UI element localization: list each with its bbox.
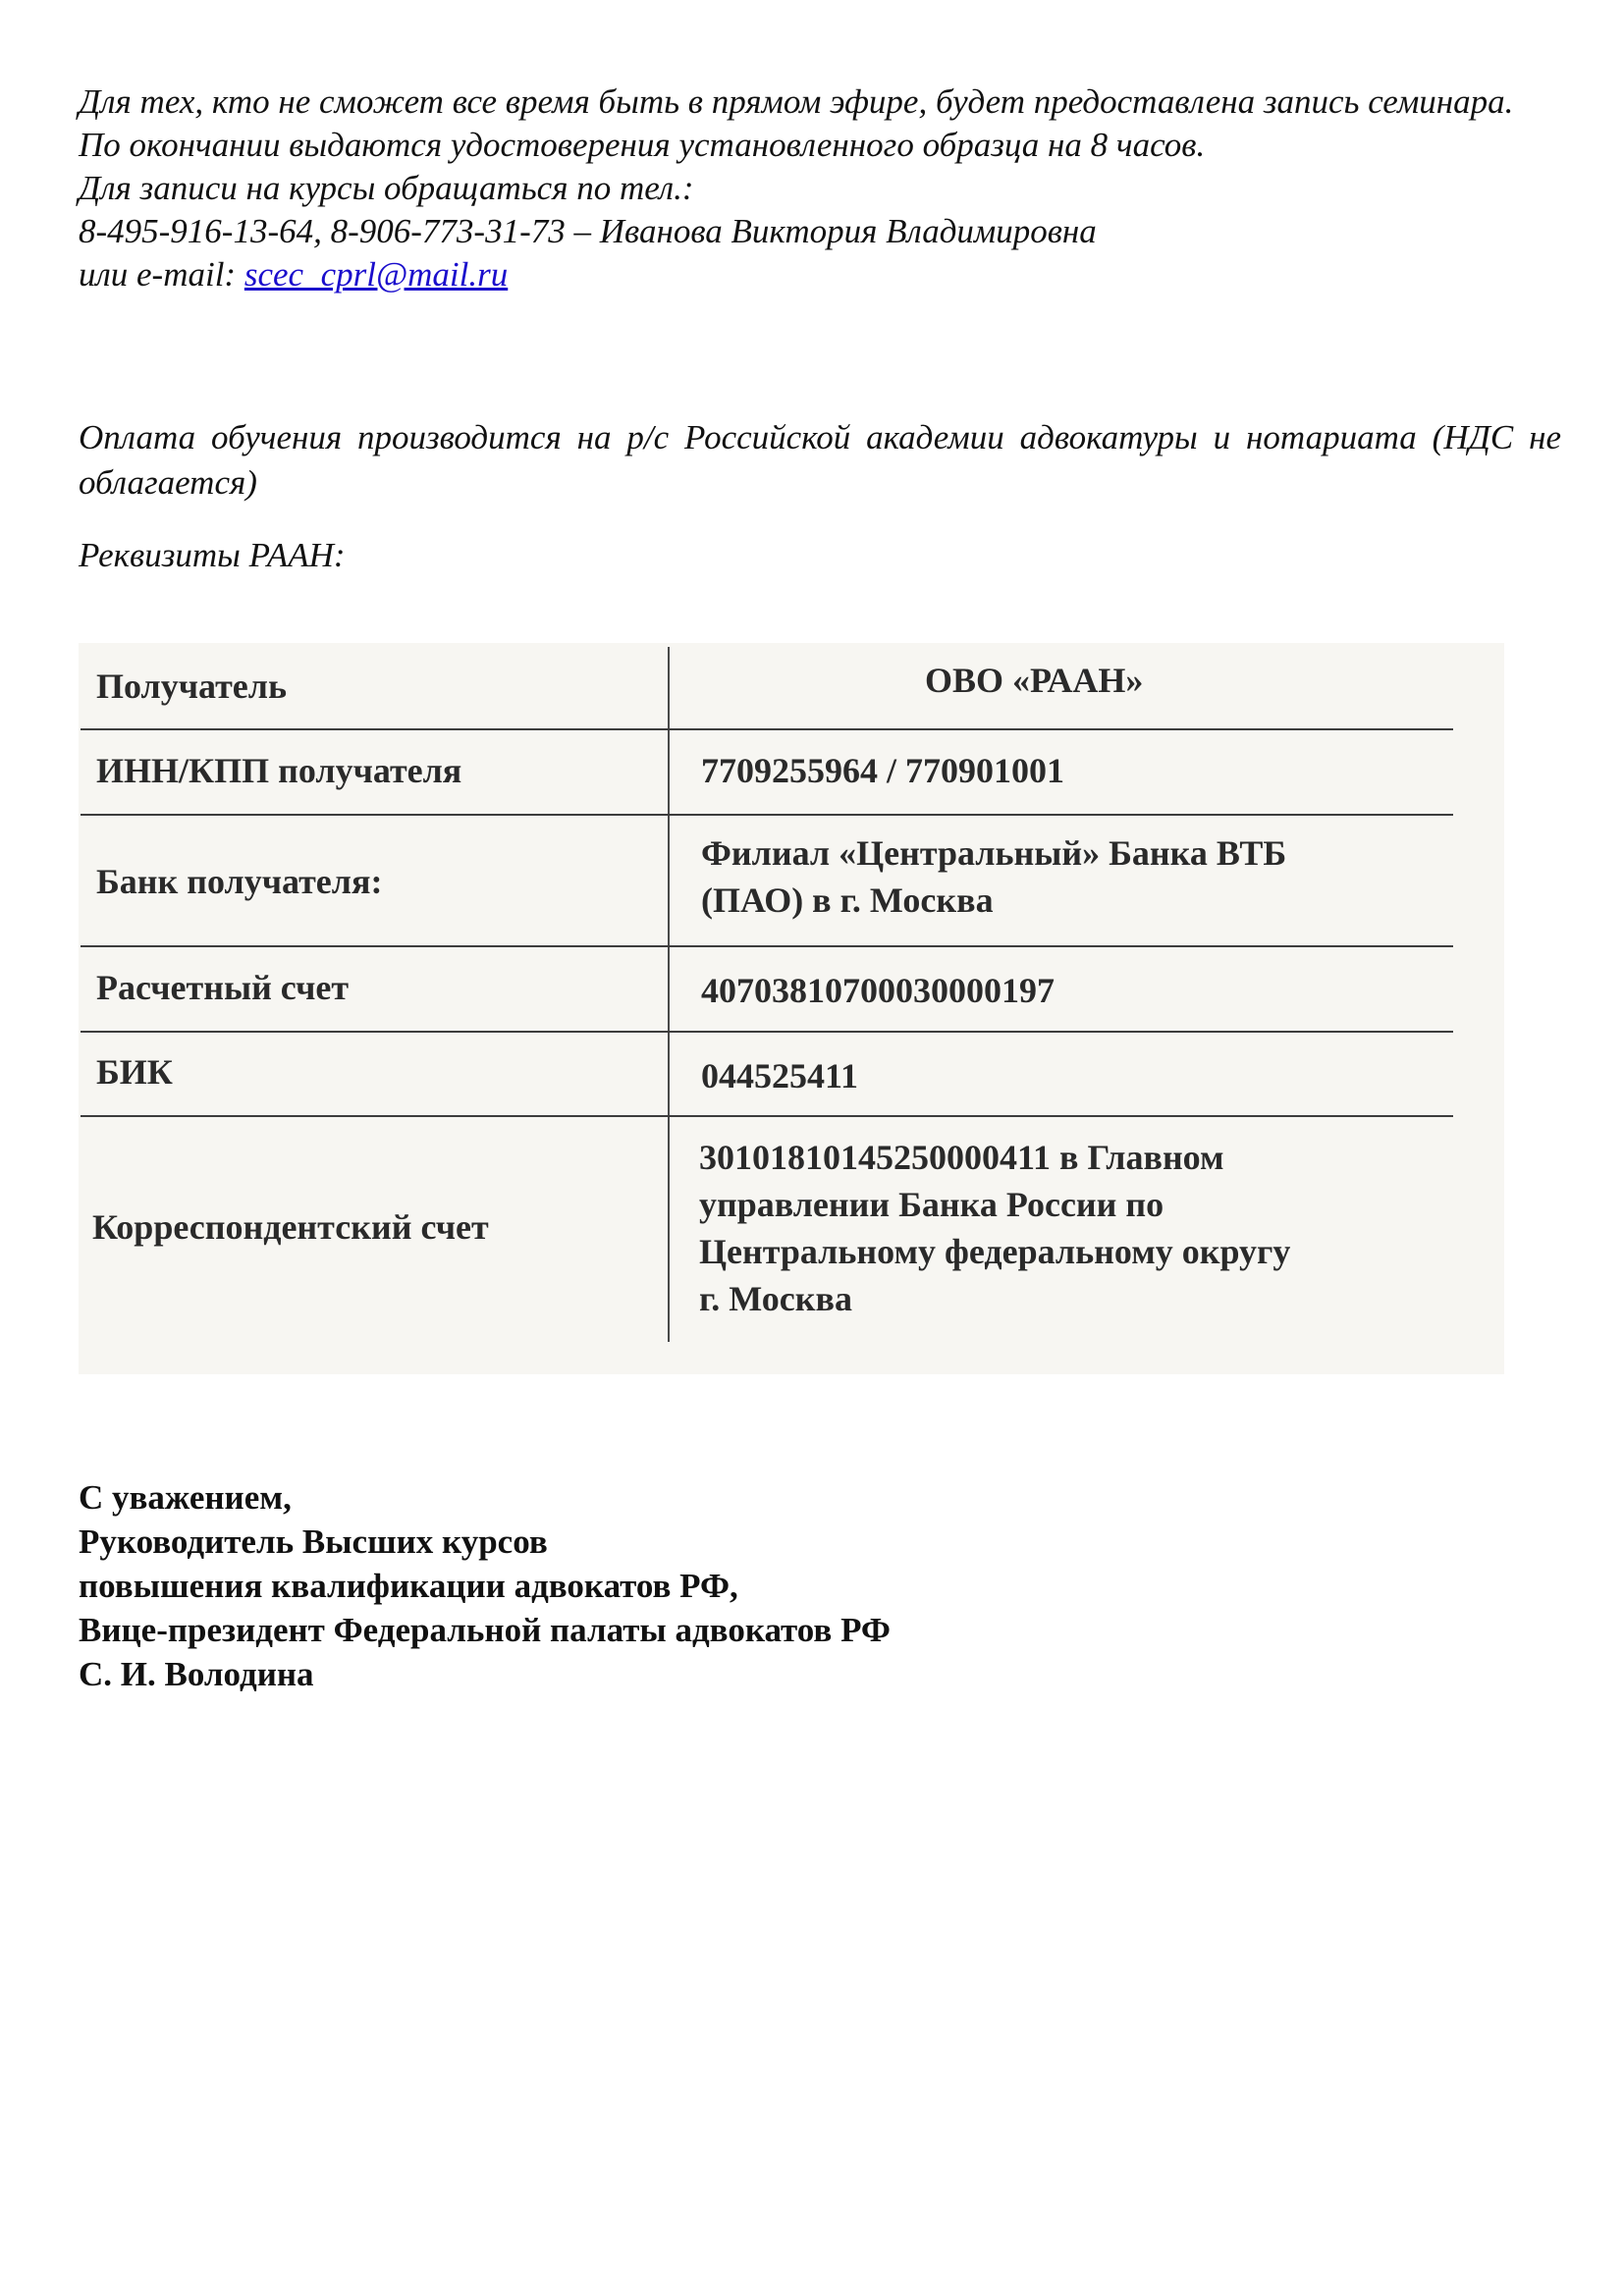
- table-row-divider: [81, 945, 1453, 947]
- intro-line-recording: Для тех, кто не сможет все время быть в прямом эфире, будет предоставлена запись семинара.: [79, 82, 1514, 121]
- table-row-divider: [81, 1115, 1453, 1117]
- intro-line-certificate: По окончании выдаются удостоверения установленного образца на 8 часов.: [79, 126, 1206, 164]
- table-row-value: ОВО «РААН»: [925, 661, 1144, 700]
- email-prefix: или e-mail:: [79, 255, 244, 294]
- intro-line-signup: Для записи на курсы обращаться по тел.:: [79, 169, 694, 207]
- table-row-value: Филиал «Центральный» Банка ВТБ: [701, 833, 1287, 873]
- table-row-value: управлении Банка России по: [699, 1185, 1164, 1224]
- table-row-label: ИНН/КПП получателя: [96, 751, 462, 790]
- signature-position: Вице-президент Федеральной палаты адвокатов РФ: [79, 1611, 891, 1649]
- table-row-value: (ПАО) в г. Москва: [701, 881, 994, 920]
- intro-text: [79, 80, 1561, 296]
- table-row-value: г. Москва: [699, 1279, 852, 1318]
- table-row-label: Расчетный счет: [96, 968, 350, 1007]
- signature-greeting: С уважением,: [79, 1478, 292, 1517]
- table-row-value: Центральному федеральному округу: [699, 1232, 1291, 1271]
- signature-position: повышения квалификации адвокатов РФ,: [79, 1567, 738, 1605]
- signature-block: [79, 1475, 891, 1696]
- requisites-table: [79, 643, 1504, 1374]
- requisites-label: Реквизиты РААН:: [79, 536, 346, 574]
- payment-info: [79, 415, 1561, 506]
- table-row-value: 7709255964 / 770901001: [701, 751, 1065, 790]
- table-row-label: БИК: [96, 1052, 173, 1092]
- table-row-value: 30101810145250000411 в Главном: [699, 1138, 1224, 1177]
- signature-position: Руководитель Высших курсов: [79, 1522, 548, 1561]
- table-row-divider: [81, 1031, 1453, 1033]
- table-column-divider: [668, 647, 670, 1342]
- table-row-label: Получатель: [96, 667, 287, 706]
- table-row-value: 044525411: [701, 1056, 859, 1095]
- intro-line-email: [79, 253, 1561, 296]
- table-row-divider: [81, 728, 1453, 730]
- table-row-divider: [81, 814, 1453, 816]
- signature-name: С. И. Володина: [79, 1655, 314, 1693]
- table-row-label: Банк получателя:: [96, 862, 383, 901]
- payment-text: Оплата обучения производится на р/с Российской академии адвокатуры и нотариата (НДС не облагается): [79, 418, 1561, 502]
- table-row-value: 40703810700030000197: [701, 971, 1055, 1010]
- intro-line-phones: 8-495-916-13-64, 8-906-773-31-73 – Иванова Виктория Владимировна: [79, 212, 1097, 250]
- table-row-label: Корреспондентский счет: [92, 1207, 489, 1247]
- email-link[interactable]: scec_cprl@mail.ru: [244, 255, 509, 294]
